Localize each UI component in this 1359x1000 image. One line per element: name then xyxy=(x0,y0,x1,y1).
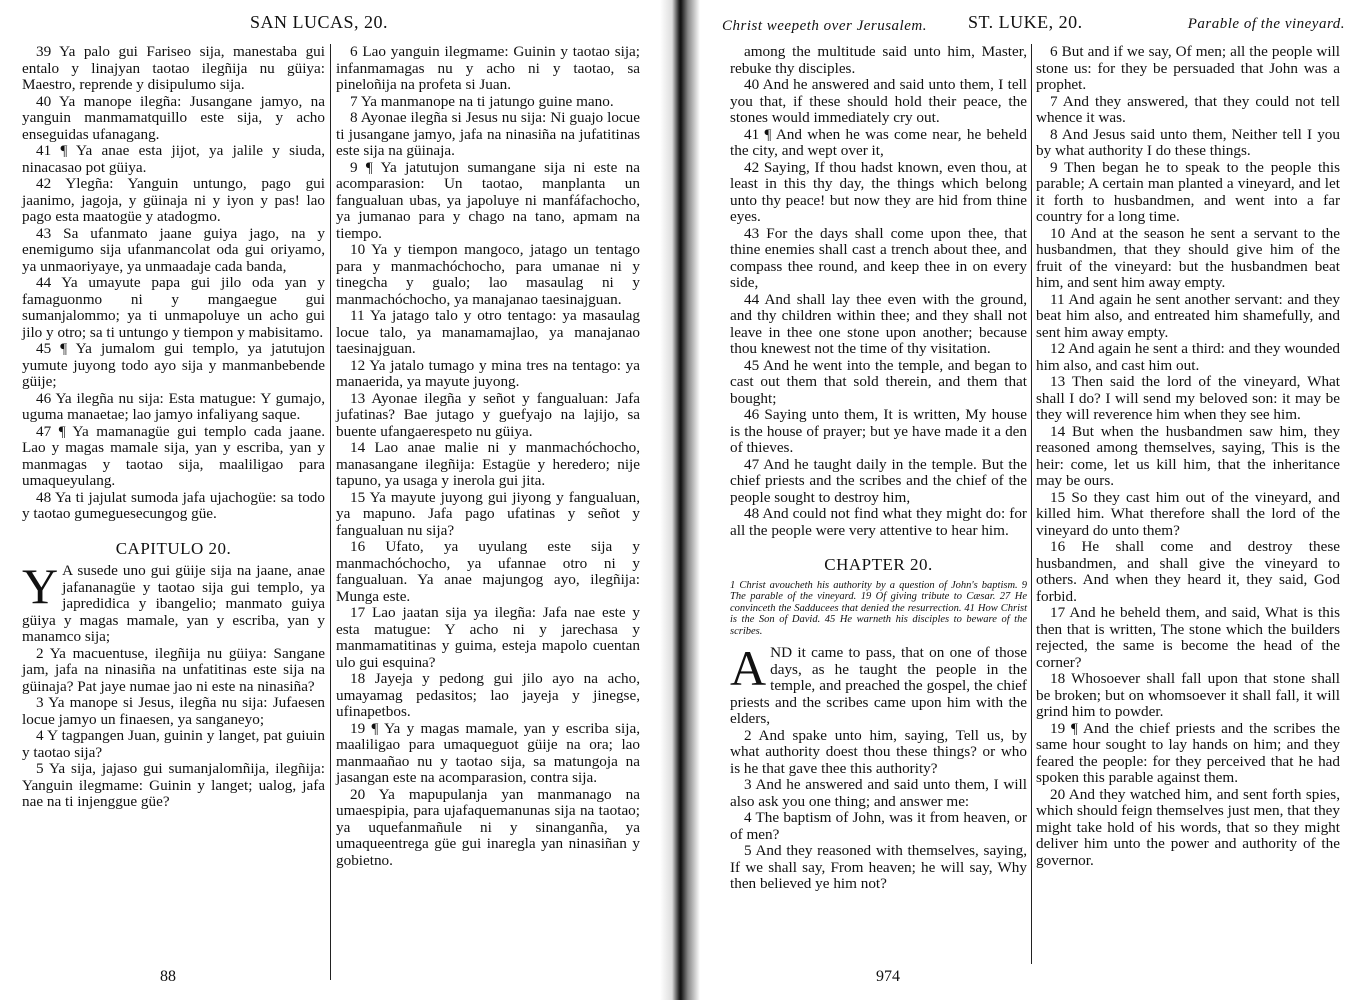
verse-paragraph: 6 Lao yanguin ilegmame: Guinin y taotao sija; infanmamagas nu y acho ni y taotao, sa pineloñija na profeta si Juan. xyxy=(336,43,640,93)
verse-paragraph: 12 Ya jatalo tumago y mina tres na tentago: ya manaerida, ya mayute juyong. xyxy=(336,356,640,390)
page-title: SAN LUCAS, 20. xyxy=(250,12,389,32)
verse-paragraph: 7 Ya manmanope na ti jatungo guine mano. xyxy=(350,92,614,110)
verse-paragraph: 5 Ya sija, jajaso gui sumanjalomñija, ilegñija: Yanguin ilegmame: Guinin y langet; ualog, jafa nae na ti injenggue güe? xyxy=(22,760,325,810)
verse-paragraph: 13 Then said the lord of the vineyard, What shall I do? I will send my beloved son: it may be they will reverence him when they see him. xyxy=(1036,373,1340,423)
verse-paragraph: 3 Ya manope si Jesus, ilegña nu sija: Jufaesen locue jamyo un finaesen, ya sanganeyo; xyxy=(22,694,325,728)
verse-paragraph: 9 ¶ Ya jatutujon sumangane sija ni este na acomparasion: Un taotao, manplanta un fangualuan ubas, ya japoluye ni manfáfachocho, ya jumanao para y chago na tano, apmam na tiempo. xyxy=(336,158,640,242)
page-number: 974 xyxy=(876,968,900,985)
verse-paragraph: 6 But and if we say, Of men; all the people will stone us: for they be persuaded that John was a prophet. xyxy=(1036,43,1340,93)
book-gutter xyxy=(660,0,700,1000)
verse-paragraph: 41 ¶ And when he was come near, he beheld the city, and wept over it, xyxy=(730,125,1027,159)
verse-paragraph: 7 And they answered, that they could not tell whence it was. xyxy=(1036,92,1340,126)
verse-paragraph: 10 And at the season he sent a servant to the husbandmen, that they should give him of the fruit of the vineyard: but the husbandmen beat him, and sent him away empty. xyxy=(1036,224,1340,291)
verse-paragraph: 46 Saying unto them, It is written, My house is the house of prayer; but ye have made it a den of thieves. xyxy=(730,406,1027,456)
left-page xyxy=(0,0,660,1000)
verse-paragraph: 14 But when the husbandmen saw him, they reasoned among themselves, saying, This is the heir: come, let us kill him, that the inheritance may be ours. xyxy=(1036,422,1340,489)
verse-paragraph: 2 And spake unto him, saying, Tell us, by what authority doest thou these things? or who is he that gave thee this authority? xyxy=(730,726,1027,777)
verse-paragraph: 43 For the days shall come upon thee, that thine enemies shall cast a trench about thee, and compass thee round, and keep thee in on every side, xyxy=(730,224,1027,291)
right-column-1 xyxy=(730,44,1027,893)
chapter-heading: CAPITULO 20. xyxy=(115,538,232,558)
verse-paragraph: 44 Ya umayute papa gui jilo oda yan y famaguonmo ni y mangaegue gui sumanjalommo; ya ti unmapoluye un acho gui jilo y otro; sa ti untungo y tiempon y mabisitamo. xyxy=(22,274,325,341)
verse-paragraph: 18 Jayeja y pedong gui jilo ayo na acho, umayamag pedasitos; lao jayeja y jinegse, ufinapetbos. xyxy=(336,670,640,720)
verse-paragraph: 10 Ya y tiempon mangoco, jatago un tentago para y manmachóchocho, para umanae ni y tinegcha y gualo; lao masaulag ni y manmachóchocho, ya manajanao taesinajguan. xyxy=(336,241,640,308)
left-column-1 xyxy=(22,44,325,811)
right-column-2 xyxy=(1036,44,1340,869)
verse-paragraph: 17 Lao jaatan sija ya ilegña: Jafa nae este y esta matugue: Y acho ni y jarechasa y manmamatitinas y guima, esteja mapolo cuentan ulo gui esquina? xyxy=(336,604,640,671)
verse-paragraph: 15 Ya mayute juyong gui jiyong y fangualuan, ya mapuno. Jafa pago ufatinas y señot y fangualuan nu sija? xyxy=(336,488,640,539)
verse-paragraph: ND it came to pass, that on one of those days, as he taught the people in the temple, and preached the gospel, the chief priests and the scribes came upon him with the elders, xyxy=(730,644,1027,727)
verse-paragraph: 11 Ya jatago talo y otro tentago: ya masaulag locue talo, ya manamamajlao, ya manajanao taesinajguan. xyxy=(336,307,640,357)
verse-paragraph: 19 ¶ And the chief priests and the scribes the same hour sought to lay hands on him; and they feared the people: for they perceived that he had spoken this parable against them. xyxy=(1036,719,1340,786)
verse-paragraph: 42 Saying, If thou hadst known, even thou, at least in this thy day, the things which belong unto thy peace! but now they are hid from thine eyes. xyxy=(730,158,1027,225)
verse-paragraph: 3 And he answered and said unto them, I will also ask you one thing; and answer me: xyxy=(730,776,1027,810)
verse-paragraph: 48 And could not find what they might do: for all the people were very attentive to hear him. xyxy=(730,505,1027,539)
verse-paragraph: 43 Sa ufanmato jaane guiya jago, na y enemigumo sija ufanmancolat oda gui oriyamo, ya unmaoriyaye, ya unmaadaje cada banda, xyxy=(22,224,325,275)
chapter-summary: 1 Christ avoucheth his authority by a question of John's baptism. 9 The parable of the vineyard. 19 Of giving tribute to Cæsar. 27 He convinceth the Sadducees that denied the resurrection. 41 How Christ is the Son of David. 45 He warneth his disciples to beware of the scribes. xyxy=(730,579,1027,637)
verse-paragraph: 40 And he answered and said unto them, I tell you that, if these should hold their peace, the stones would immediately cry out. xyxy=(730,76,1027,126)
verse-paragraph: 11 And again he sent another servant: and they beat him also, and entreated him shamefully, and sent him away empty. xyxy=(1036,290,1340,341)
verse-paragraph: 4 The baptism of John, was it from heaven, or of men? xyxy=(730,809,1027,843)
verse-paragraph: 5 And they reasoned with themselves, saying, If we shall say, From heaven; he will say, Why then believed ye him not? xyxy=(730,842,1027,892)
column-divider xyxy=(1031,44,1032,964)
page-title: ST. LUKE, 20. xyxy=(968,12,1083,32)
verse-paragraph: 41 ¶ Ya anae esta jijot, ya jalile y siuda, ninacasao pot güiya. xyxy=(22,142,325,176)
verse-paragraph: 9 Then began he to speak to the people this parable; A certain man planted a vineyard, and let it forth to husbandmen, and went into a far country for a long time. xyxy=(1036,158,1340,225)
right-page xyxy=(700,0,1359,1000)
verse-paragraph: 42 Ylegña: Yanguin untungo, pago gui jaanimo, jagoja, y güinaja ni y iyon y pas! lao pago esta maatogüe y atadogmo. xyxy=(22,175,325,225)
verse-paragraph: 2 Ya macuentuse, ilegñija nu güiya: Sangane jam, jafa na ninasiña na unfatitinas este sija na güinaja? Pat jaye numae jao ni este na ninasiña? xyxy=(22,644,325,695)
verse-paragraph: 12 And again he sent a third: and they wounded him also, and cast him out. xyxy=(1036,340,1340,374)
column-divider xyxy=(330,44,331,980)
verse-paragraph: 14 Lao anae malie ni y manmachóchocho, manasangane ilegñija: Estagüe y heredero; nije tapuno, ya usaga y inerola gui jita. xyxy=(336,439,640,489)
verse-paragraph: 47 And he taught daily in the temple. But the chief priests and the scribes and the chief of the people sought to destroy him, xyxy=(730,455,1027,506)
verse-paragraph: 48 Ya ti jajulat sumoda jafa ujachogüe: sa todo y taotao gumeguesecungog güe. xyxy=(22,488,325,522)
verse-paragraph: 47 ¶ Ya mamanagüe gui templo cada jaane. Lao y magas mamale sija, yan y escriba, yan y manmagas y taotao sija, maaliligao para umaqueyulang. xyxy=(22,422,325,489)
drop-cap: Y xyxy=(22,558,59,614)
page-number: 88 xyxy=(160,968,176,985)
verse-paragraph: 15 So they cast him out of the vineyard, and killed him. What therefore shall the lord of the vineyard do unto them? xyxy=(1036,488,1340,539)
verse-paragraph: 19 ¶ Ya y magas mamale, yan y escriba sija, maaliligao para umaqueguot güije na ora; lao manmaañao nu y taotao sija, sa matungoja na jasangan este na acomparasion, contra sija. xyxy=(336,719,640,786)
verse-paragraph: 40 Ya manope ilegña: Jusangane jamyo, na yanguin manmamatquillo este sija, y acho enseguidas ufanagang. xyxy=(22,92,325,143)
verse-paragraph: 17 And he beheld them, and said, What is this then that is written, The stone which the builders rejected, the same is become the head of the corner? xyxy=(1036,604,1340,671)
verse-paragraph: 18 Whosoever shall fall upon that stone shall be broken; but on whomsoever it shall fall, it will grind him to powder. xyxy=(1036,670,1340,720)
verse-paragraph: 45 And he went into the temple, and began to cast out them that sold therein, and them that bought; xyxy=(730,356,1027,407)
verse-paragraph: 16 Ufato, ya uyulang este sija y manmachóchocho, ya ufannae otro ni y fangualuan. Ya anae majungog ayo, ilegñija: Munga este. xyxy=(336,538,640,605)
verse-paragraph: 8 And Jesus said unto them, Neither tell I you by what authority I do these things. xyxy=(1036,125,1340,159)
verse-paragraph: 46 Ya ilegña nu sija: Esta matugue: Y gumajo, uguma manaetae; lao jamyo infaliyang saque. xyxy=(22,389,325,423)
left-column-2 xyxy=(336,44,640,869)
running-head-right: Parable of the vineyard. xyxy=(1187,16,1345,32)
verse-paragraph: 20 And they watched him, and sent forth spies, which should feign themselves just men, that they might take hold of his words, that so they might deliver him unto the power and authority of the governor. xyxy=(1036,785,1340,869)
verse-paragraph: 39 Ya palo gui Fariseo sija, manestaba gui entalo y linajyan taotao ilegñija nu güiya: Maestro, reprende y disipulumo sija. xyxy=(22,43,325,93)
verse-paragraph: 4 Y tagpangen Juan, guinin y langet, pat guiuin y taotao sija? xyxy=(22,727,325,761)
verse-paragraph: 44 And shall lay thee even with the ground, and thy children within thee; and they shall not leave in thee one stone upon another; because thou knewest not the time of thy visitation. xyxy=(730,290,1027,357)
chapter-heading: CHAPTER 20. xyxy=(824,555,933,574)
running-head-left: Christ weepeth over Jerusalem. xyxy=(722,18,927,34)
verse-paragraph: A susede uno gui güije sija na jaane, anae jafananagüe y taotao sija gui templo, ya japredidica y ibangelio; manmato guiya güiya y magas mamale, yan y escriba, yan y manamco sija; xyxy=(22,562,325,645)
verse-paragraph: 20 Ya mapupulanja yan manmanago na umaespipia, para ujafaquemanunas sija na taotao; ya uquefanmañule ni y sinanganña, ya umaqueentrega güe gui inaregla yan ninasiñan y gobietno. xyxy=(336,785,640,869)
verse-paragraph: 8 Ayonae ilegña si Jesus nu sija: Ni guajo locue ti jusangane jamyo, jafa na ninasiña na jufatitinas este sija na güinaja. xyxy=(336,109,640,159)
verse-paragraph: 13 Ayonae ilegña y señot y fangualuan: Jafa jufatinas? Bae jutago y guefyajo na lajijo, sa buente ufangaerespeto nu güiya. xyxy=(336,389,640,440)
drop-cap: A xyxy=(730,640,767,696)
verse-paragraph: among the multitude said unto him, Master, rebuke thy disciples. xyxy=(730,43,1027,77)
verse-paragraph: 16 He shall come and destroy these husbandmen, and shall give the vineyard to others. And when they heard it, they said, God forbid. xyxy=(1036,538,1340,605)
verse-paragraph: 45 ¶ Ya jumalom gui templo, ya jatutujon yumute juyong todo ayo sija y manmanbebende güije; xyxy=(22,340,325,390)
